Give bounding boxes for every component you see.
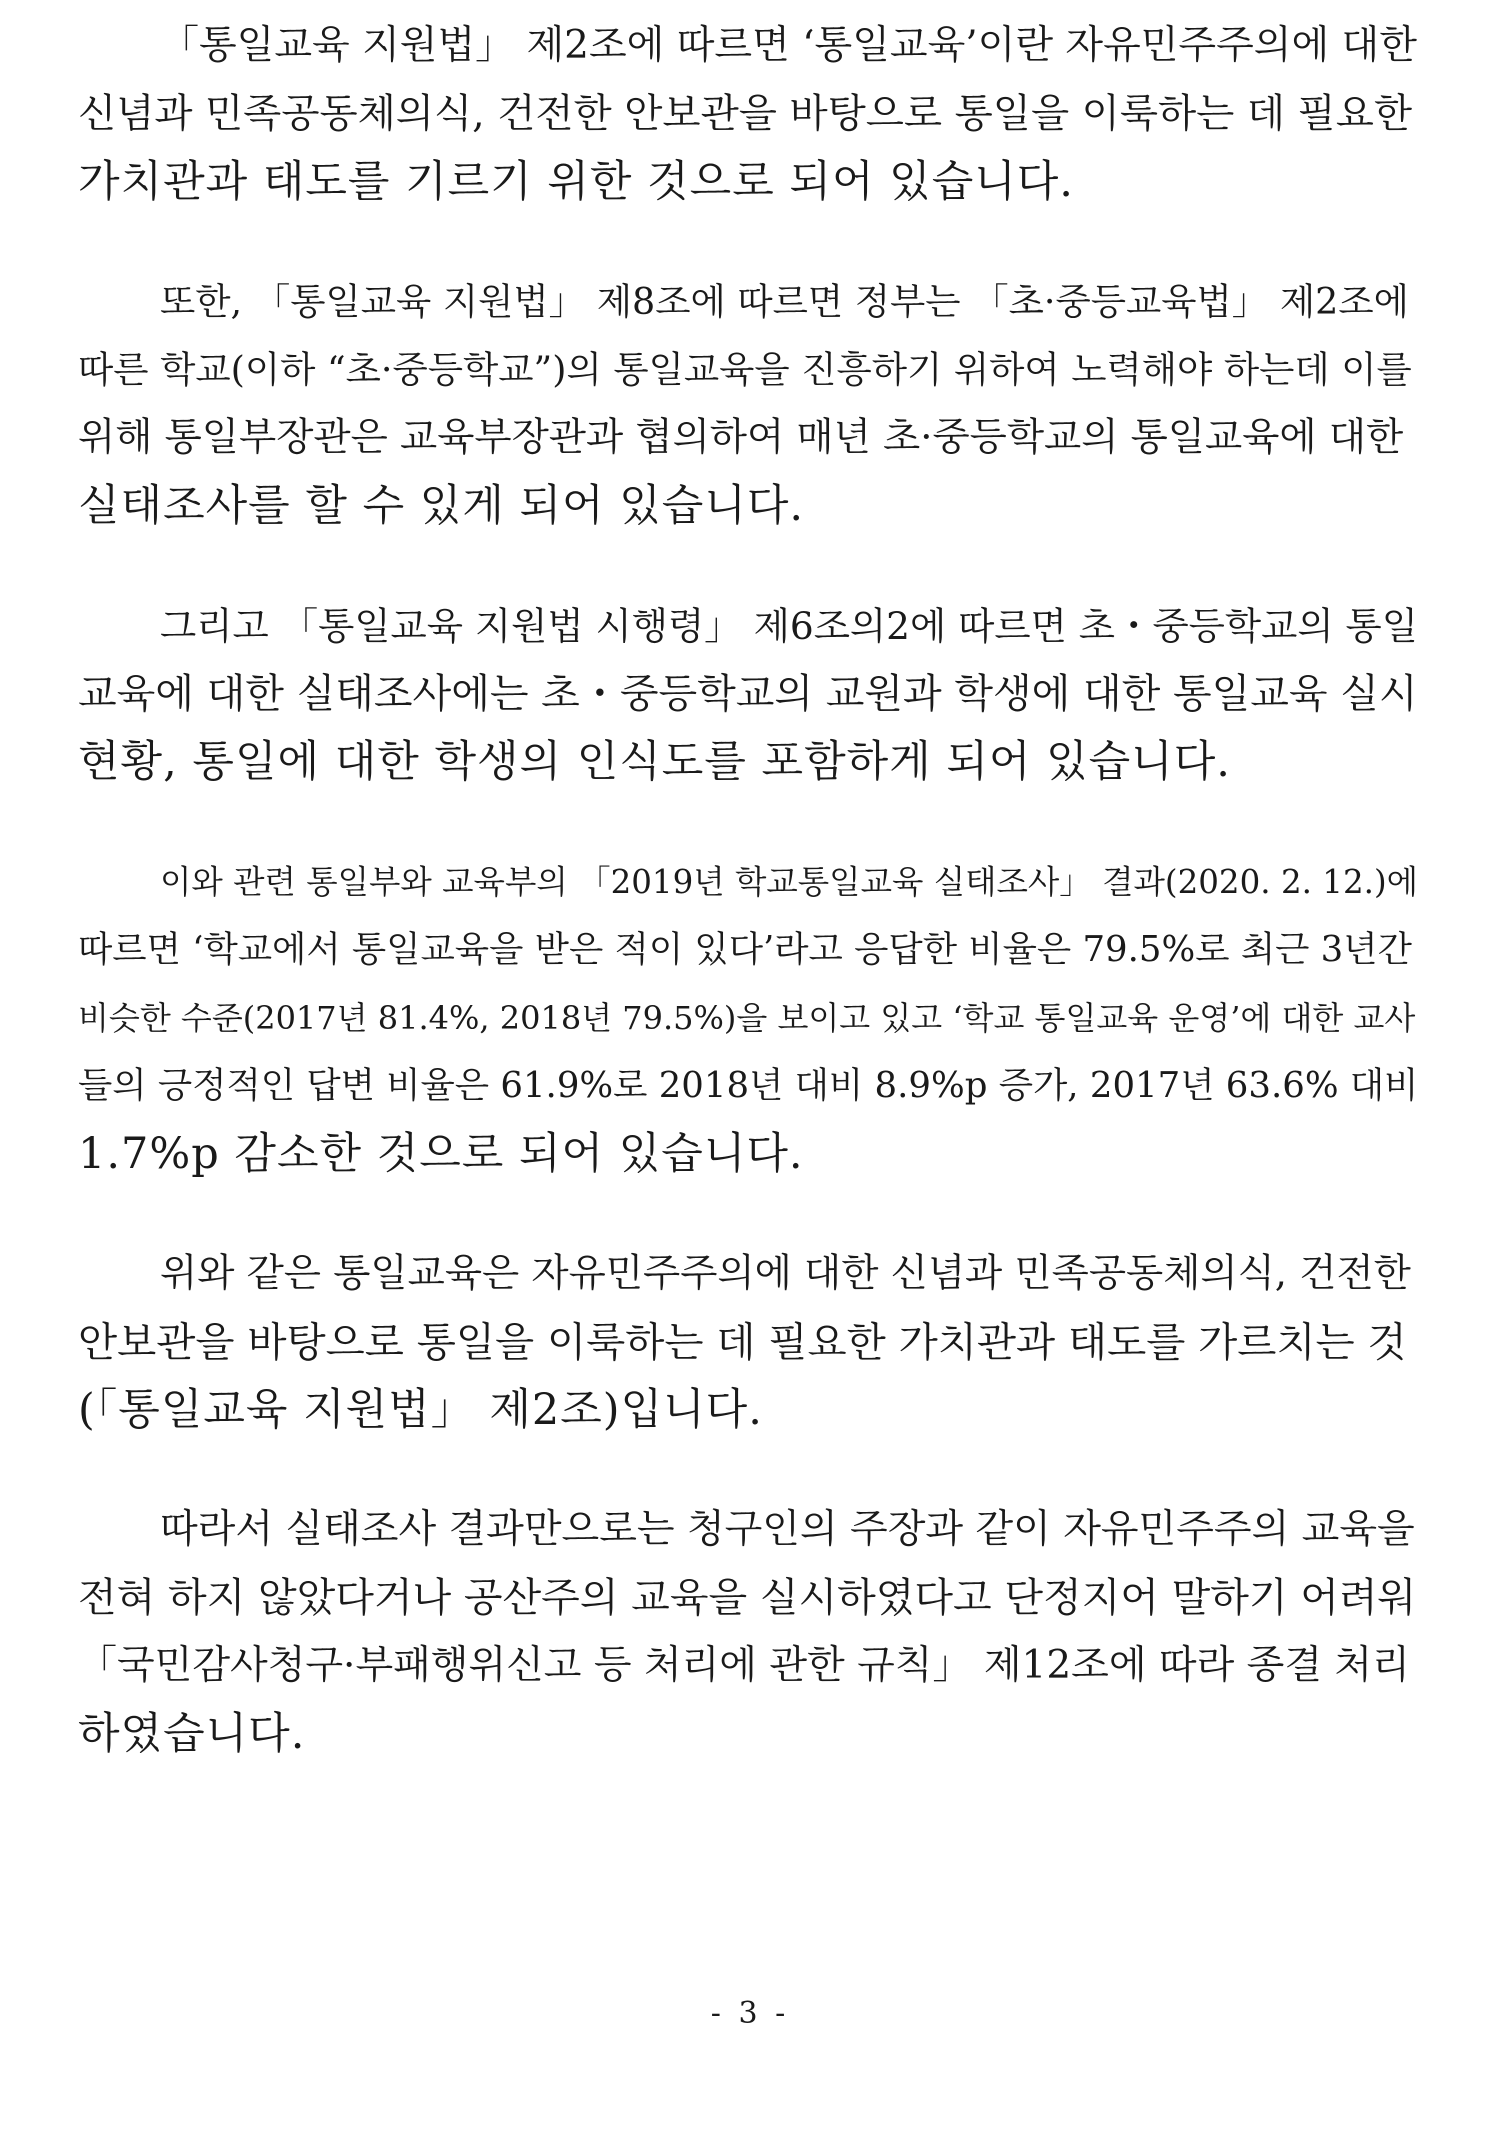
text-line: 그리고 「통일교육 지원법 시행령」 제6조의2에 따르면 초・중등학교의 통일 bbox=[160, 604, 1418, 648]
page-number: - 3 - bbox=[710, 1996, 790, 2031]
text-line: 비슷한 수준(2017년 81.4%, 2018년 79.5%)을 보이고 있고 ‘학교 통일교육 운영’에 대한 교사 bbox=[78, 999, 1416, 1037]
paragraph-definition bbox=[78, 12, 1418, 216]
paragraph-article-8 bbox=[78, 268, 1418, 540]
text-line: 들의 긍정적인 답변 비율은 61.9%로 2018년 대비 8.9%p 증가, 2017년 63.6% 대비 bbox=[78, 1065, 1419, 1106]
text-line: 「통일교육 지원법」 제2조에 따르면 ‘통일교육’이란 자유민주주의에 대한 bbox=[160, 23, 1417, 68]
text-line: 따라서 실태조사 결과만으로는 청구인의 주장과 같이 자유민주주의 교육을 bbox=[160, 1507, 1415, 1552]
text-line: 교육에 대한 실태조사에는 초・중등학교의 교원과 학생에 대한 통일교육 실시 bbox=[78, 671, 1418, 717]
text-line: 위와 같은 통일교육은 자유민주주의에 대한 신념과 민족공동체의식, 건전한 bbox=[160, 1251, 1411, 1296]
text-line: 실태조사를 할 수 있게 되어 있습니다. bbox=[78, 481, 805, 531]
document-page bbox=[78, 12, 1418, 1820]
text-line: 「국민감사청구·부패행위신고 등 처리에 관한 규칙」 제12조에 따라 종결 처리 bbox=[78, 1643, 1410, 1688]
paragraph-unification-education bbox=[78, 1240, 1418, 1444]
paragraph-survey-results bbox=[78, 848, 1418, 1188]
paragraph-enforcement-decree bbox=[78, 592, 1418, 796]
text-line: 위해 통일부장관은 교육부장관과 협의하여 매년 초·중등학교의 통일교육에 대한 bbox=[78, 415, 1404, 460]
text-line: 따르면 ‘학교에서 통일교육을 받은 적이 있다’라고 응답한 비율은 79.5%로 최근 3년간 bbox=[78, 929, 1412, 970]
text-line: 신념과 민족공동체의식, 건전한 안보관을 바탕으로 통일을 이룩하는 데 필요한 bbox=[78, 91, 1413, 137]
text-line: 현황, 통일에 대한 학생의 인식도를 포함하게 되어 있습니다. bbox=[78, 737, 1231, 787]
text-line: 가치관과 태도를 기르기 위한 것으로 되어 있습니다. bbox=[78, 157, 1074, 207]
text-line: 이와 관련 통일부와 교육부의 「2019년 학교통일교육 실태조사」 결과(2020. 2. 12.)에 bbox=[160, 863, 1419, 901]
paragraph-conclusion bbox=[78, 1496, 1418, 1768]
text-line: 전혀 하지 않았다거나 공산주의 교육을 실시하였다고 단정지어 말하기 어려워 bbox=[78, 1575, 1417, 1621]
text-line: 따른 학교(이하 “초·중등학교”)의 통일교육을 진흥하기 위하여 노력해야 하는데 이를 bbox=[78, 348, 1412, 391]
text-line: 1.7%p 감소한 것으로 되어 있습니다. bbox=[78, 1129, 804, 1179]
text-line: 또한, 「통일교육 지원법」 제8조에 따르면 정부는 「초·중등교육법」 제2조에 bbox=[160, 280, 1409, 323]
text-line: (「통일교육 지원법」 제2조)입니다. bbox=[78, 1385, 763, 1435]
text-line: 안보관을 바탕으로 통일을 이룩하는 데 필요한 가치관과 태도를 가르치는 것 bbox=[78, 1318, 1407, 1366]
text-line: 하였습니다. bbox=[78, 1709, 306, 1759]
